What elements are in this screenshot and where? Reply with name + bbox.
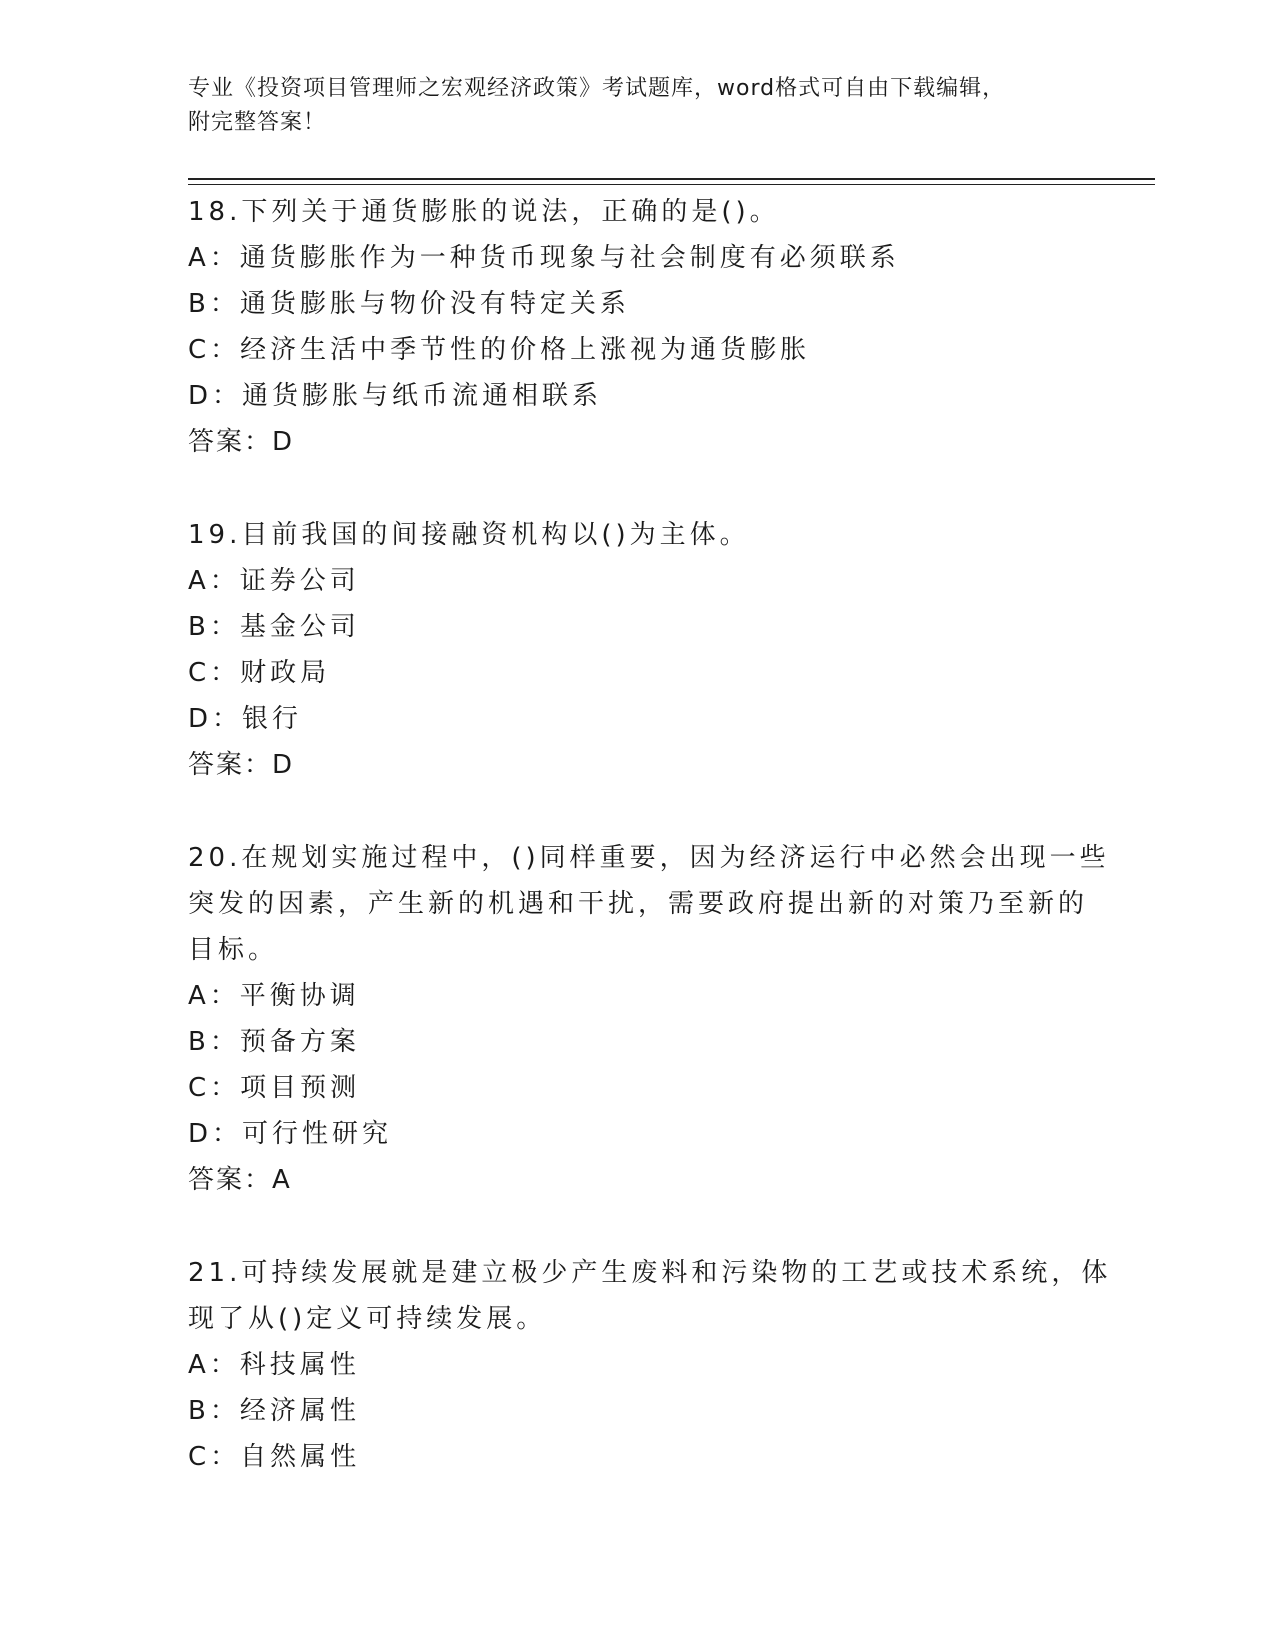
question-stem-line: 19.目前我国的间接融资机构以()为主体。	[188, 520, 750, 550]
question-stem-line: 现了从()定义可持续发展。	[188, 1304, 547, 1334]
answer-option: B：经济属性	[188, 1396, 360, 1426]
answer-option: B：预备方案	[188, 1027, 360, 1057]
answer-option: A：证券公司	[188, 566, 360, 596]
question-stem	[188, 189, 1088, 235]
answer-option: C：项目预测	[188, 1073, 361, 1103]
question-stem-line: 目标。	[188, 935, 279, 965]
question-list	[188, 189, 1112, 1527]
answer-option: D：通货膨胀与纸币流通相联系	[188, 381, 603, 411]
answer-option: D：可行性研究	[188, 1119, 393, 1149]
answer-option: A：通货膨胀作为一种货币现象与社会制度有必须联系	[188, 243, 900, 273]
question-stem	[188, 1250, 1112, 1342]
question-stem	[188, 512, 1088, 558]
answer-key: 答案：D	[188, 427, 295, 457]
answer-key: 答案：D	[188, 750, 295, 780]
question-stem-line: 突发的因素，产生新的机遇和干扰，需要政府提出新的对策乃至新的	[188, 889, 1089, 919]
answer-option: C：财政局	[188, 658, 331, 688]
answer-option: D：银行	[188, 704, 303, 734]
question-stem-line: 21.可持续发展就是建立极少产生废料和污染物的工艺或技术系统，体	[188, 1258, 1112, 1288]
answer-option: B：基金公司	[188, 612, 360, 642]
question-block	[188, 835, 1110, 1203]
header-divider-thick	[188, 178, 1155, 180]
question-stem-line: 18.下列关于通货膨胀的说法，正确的是()。	[188, 197, 780, 227]
answer-option: C：自然属性	[188, 1442, 361, 1472]
header-line-2: 附完整答案！	[188, 110, 327, 135]
question-block	[188, 512, 1088, 788]
question-stem	[188, 835, 1110, 973]
question-stem-line: 20.在规划实施过程中，()同样重要，因为经济运行中必然会出现一些	[188, 843, 1110, 873]
question-block	[188, 1250, 1112, 1480]
answer-option: A：科技属性	[188, 1350, 360, 1380]
document-header	[188, 72, 1068, 140]
header-divider-thin	[188, 184, 1155, 185]
answer-option: C：经济生活中季节性的价格上涨视为通货膨胀	[188, 335, 811, 365]
answer-key: 答案：A	[188, 1165, 292, 1195]
answer-option: A：平衡协调	[188, 981, 360, 1011]
question-block	[188, 189, 1088, 465]
header-line-1: 专业《投资项目管理师之宏观经济政策》考试题库，word格式可自由下载编辑，	[188, 76, 1006, 101]
answer-option: B：通货膨胀与物价没有特定关系	[188, 289, 630, 319]
